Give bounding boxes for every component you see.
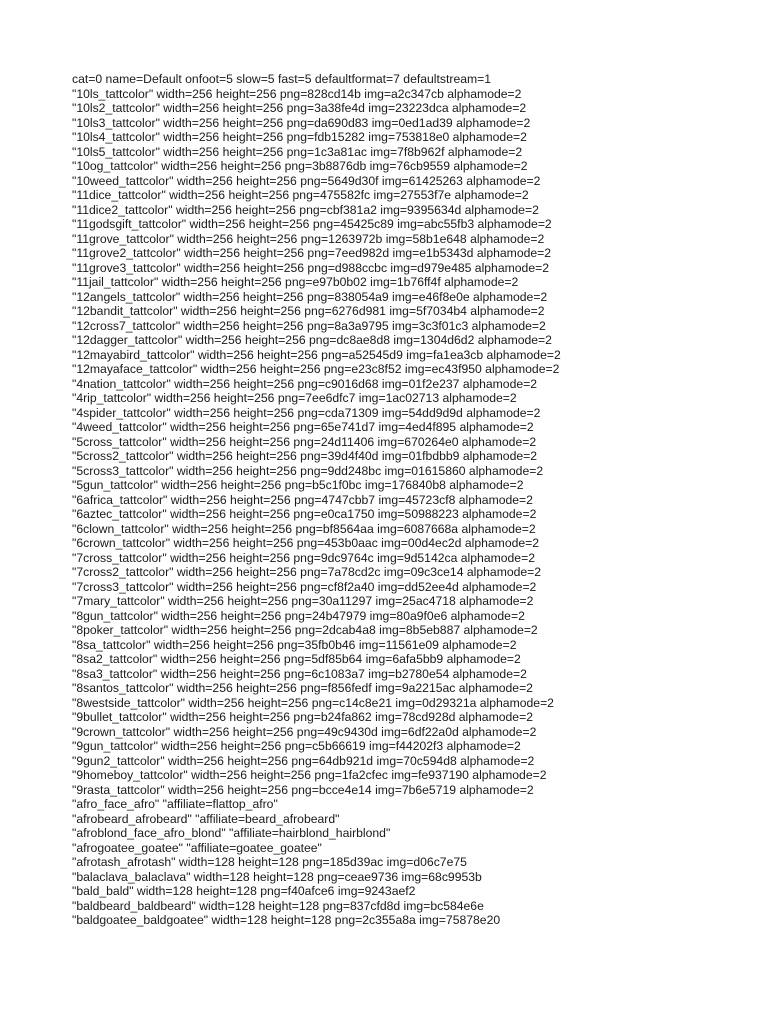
text-line: "5cross_tattcolor" width=256 height=256 png=24d11406 img=670264e0 alphamode=2 [72, 434, 537, 449]
text-line: "10weed_tattcolor" width=256 height=256 png=5649d30f img=61425263 alphamode=2 [72, 173, 541, 188]
text-line: "baldgoatee_baldgoatee" width=128 height=128 png=2c355a8a img=75878e20 [72, 913, 501, 927]
text-line: "8westside_tattcolor" width=256 height=256 png=c14c8e21 img=0d29321a alphamode=2 [72, 695, 554, 710]
header-line: cat=0 name=Default onfoot=5 slow=5 fast=5 defaultformat=7 defaultstream=1 [72, 72, 492, 86]
text-line: "bald_bald" width=128 height=128 png=f40afce6 img=9243aef2 [72, 884, 416, 898]
text-line: "balaclava_balaclava" width=128 height=128 png=ceae9736 img=68c9953b [72, 869, 482, 884]
text-line: "9gun2_tattcolor" width=256 height=256 png=64db921d img=70c594d8 alphamode=2 [72, 753, 535, 768]
text-line: "11dice_tattcolor" width=256 height=256 png=475582fc img=27553f7e alphamode=2 [72, 188, 529, 202]
text-line: "9rasta_tattcolor" width=256 height=256 png=bcce4e14 img=7b6e5719 alphamode=2 [72, 782, 534, 797]
text-line: "11grove3_tattcolor" width=256 height=256 png=d988ccbc img=d979e485 alphamode=2 [72, 260, 549, 275]
text-line: "8poker_tattcolor" width=256 height=256 png=2dcab4a8 img=8b5eb887 alphamode=2 [72, 623, 538, 637]
text-line: "6africa_tattcolor" width=256 height=256 png=4747cbb7 img=45723cf8 alphamode=2 [72, 492, 533, 507]
text-line: "baldbeard_baldbeard" width=128 height=128 png=837cfd8d img=bc584e6e [72, 898, 484, 913]
text-line: "6crown_tattcolor" width=256 height=256 png=453b0aac img=00d4ec2d alphamode=2 [72, 536, 540, 550]
text-line: "7cross_tattcolor" width=256 height=256 png=9dc9764c img=9d5142ca alphamode=2 [72, 550, 535, 565]
text-line: "9homeboy_tattcolor" width=256 height=256 png=1fa2cfec img=fe937190 alphamode=2 [72, 768, 547, 782]
text-line: "12dagger_tattcolor" width=256 height=256 png=dc8ae8d8 img=1304d6d2 alphamode=2 [72, 333, 552, 347]
text-line: "11dice2_tattcolor" width=256 height=256 png=cbf381a2 img=9395634d alphamode=2 [72, 202, 539, 217]
text-line: "5cross2_tattcolor" width=256 height=256 png=39d4f40d img=01fbdbb9 alphamode=2 [72, 449, 538, 463]
text-line: "afrogoatee_goatee" "affiliate=goatee_goatee" [72, 840, 322, 855]
text-line: "10og_tattcolor" width=256 height=256 png=3b8876db img=76cb9559 alphamode=2 [72, 159, 528, 173]
text-line: "11godsgift_tattcolor" width=256 height=256 png=45425c89 img=abc55fb3 alphamode=2 [72, 217, 552, 231]
text-line: "11jail_tattcolor" width=256 height=256 png=e97b0b02 img=1b76ff4f alphamode=2 [72, 275, 519, 289]
text-line: "6aztec_tattcolor" width=256 height=256 png=e0ca1750 img=50988223 alphamode=2 [72, 507, 537, 521]
text-line: "7cross2_tattcolor" width=256 height=256 png=7a78cd2c img=09c3ce14 alphamode=2 [72, 565, 542, 579]
text-line: "10ls2_tattcolor" width=256 height=256 png=3a38fe4d img=23223dca alphamode=2 [72, 101, 527, 115]
text-line: "12bandit_tattcolor" width=256 height=256 png=6276d981 img=5f7034b4 alphamode=2 [72, 304, 545, 318]
text-line: "9crown_tattcolor" width=256 height=256 png=49c9430d img=6df22a0d alphamode=2 [72, 724, 537, 739]
text-line: "8sa3_tattcolor" width=256 height=256 png=6c1083a7 img=b2780e54 alphamode=2 [72, 666, 527, 681]
text-line: "afrotash_afrotash" width=128 height=128 png=185d39ac img=d06c7e75 [72, 855, 467, 869]
text-line: "7mary_tattcolor" width=256 height=256 png=30a11297 img=25ac4718 alphamode=2 [72, 594, 534, 608]
text-line: "12mayabird_tattcolor" width=256 height=256 png=a52545d9 img=fa1ea3cb alphamode=2 [72, 347, 561, 362]
text-line: "4spider_tattcolor" width=256 height=256 png=cda71309 img=54dd9d9d alphamode=2 [72, 405, 541, 420]
text-line: "afroblond_face_afro_blond" "affiliate=hairblond_hairblond" [72, 826, 391, 840]
text-line: "4weed_tattcolor" width=256 height=256 png=65e741d7 img=4ed4f895 alphamode=2 [72, 420, 534, 434]
text-line: "5cross3_tattcolor" width=256 height=256 png=9dd248bc img=01615860 alphamode=2 [72, 463, 544, 478]
text-line: "8sa_tattcolor" width=256 height=256 png=35fb0b46 img=11561e09 alphamode=2 [72, 637, 517, 652]
text-line: "10ls4_tattcolor" width=256 height=256 png=fdb15282 img=753818e0 alphamode=2 [72, 130, 527, 144]
text-line: "10ls_tattcolor" width=256 height=256 png=828cd14b img=a2c347cb alphamode=2 [72, 86, 522, 101]
text-line: "6clown_tattcolor" width=256 height=256 png=bf8564aa img=6087668a alphamode=2 [72, 521, 536, 536]
text-line: "10ls5_tattcolor" width=256 height=256 png=1c3a81ac img=7f8b962f alphamode=2 [72, 144, 523, 159]
text-line: "12angels_tattcolor" width=256 height=256 png=838054a9 img=e46f8e0e alphamode=2 [72, 289, 548, 304]
text-line: "12mayaface_tattcolor" width=256 height=256 png=e23c8f52 img=ec43f950 alphamode=2 [72, 362, 560, 376]
text-line: "10ls3_tattcolor" width=256 height=256 png=da690d83 img=0ed1ad39 alphamode=2 [72, 115, 531, 130]
text-line: "7cross3_tattcolor" width=256 height=256 png=cf8f2a40 img=dd52ee4d alphamode=2 [72, 579, 537, 594]
text-line: "5gun_tattcolor" width=256 height=256 png=b5c1f0bc img=176840b8 alphamode=2 [72, 478, 524, 492]
text-line: "afro_face_afro" "affiliate=flattop_afro" [72, 797, 278, 811]
text-line: "9bullet_tattcolor" width=256 height=256 png=b24fa862 img=78cd928d alphamode=2 [72, 710, 533, 724]
text-line: "11grove_tattcolor" width=256 height=256 png=1263972b img=58b1e648 alphamode=2 [72, 231, 545, 246]
text-line: "8sa2_tattcolor" width=256 height=256 png=5df85b64 img=6afa5bb9 alphamode=2 [72, 652, 521, 666]
text-line: "9gun_tattcolor" width=256 height=256 png=c5b66619 img=f44202f3 alphamode=2 [72, 739, 521, 753]
text-line: "4rip_tattcolor" width=256 height=256 png=7ee6dfc7 img=1ac02713 alphamode=2 [72, 391, 517, 405]
text-line: "8santos_tattcolor" width=256 height=256 png=f856fedf img=9a2215ac alphamode=2 [72, 681, 533, 695]
document-text [72, 72, 752, 928]
text-line: "4nation_tattcolor" width=256 height=256 png=c9016d68 img=01f2e237 alphamode=2 [72, 376, 538, 391]
text-line: "12cross7_tattcolor" width=256 height=256 png=8a3a9795 img=3c3f01c3 alphamode=2 [72, 318, 546, 333]
text-line: "afrobeard_afrobeard" "affiliate=beard_afrobeard" [72, 811, 340, 826]
text-line: "8gun_tattcolor" width=256 height=256 png=24b47979 img=80a9f0e6 alphamode=2 [72, 608, 525, 623]
text-line: "11grove2_tattcolor" width=256 height=256 png=7eed982d img=e1b5343d alphamode=2 [72, 246, 552, 260]
